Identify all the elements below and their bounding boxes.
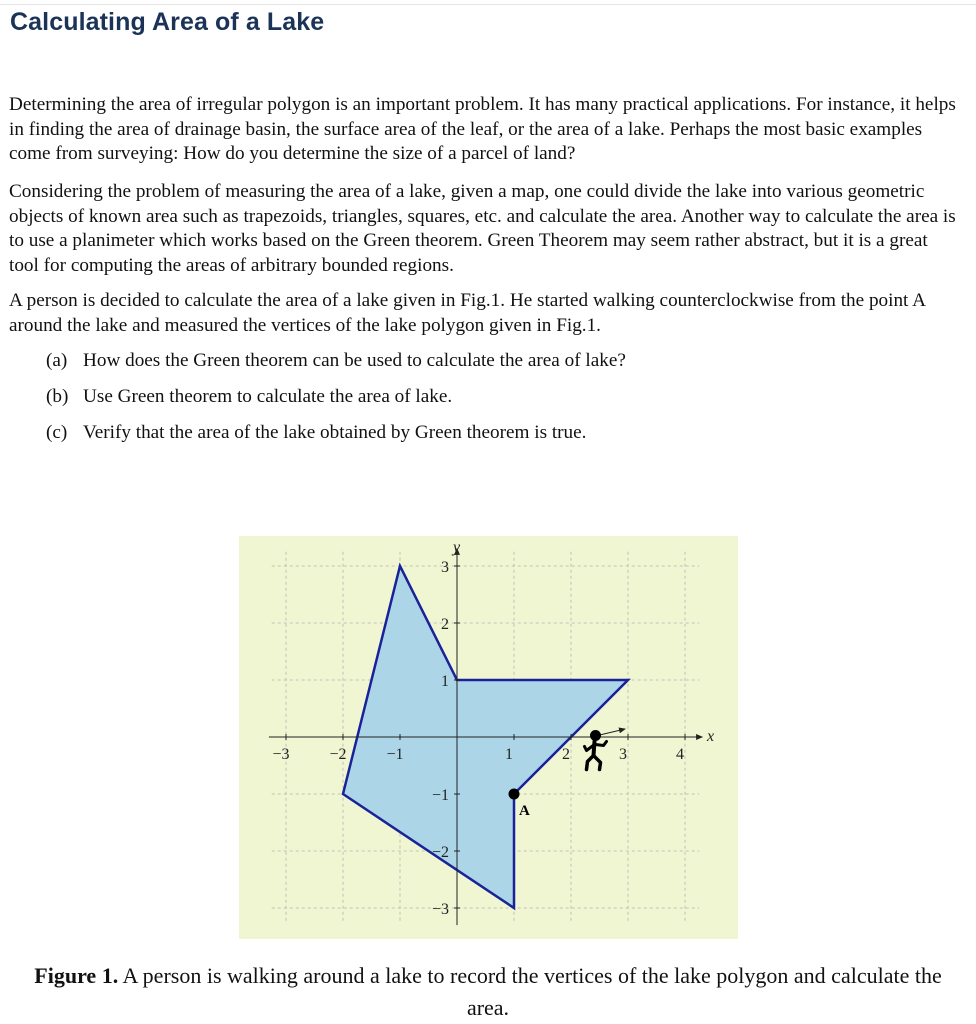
y-axis-label: y xyxy=(453,539,461,556)
x-tick-label: −2 xyxy=(329,746,347,763)
lake-figure xyxy=(239,536,738,939)
paragraph-methods: Considering the problem of measuring the area of a lake, given a map, one could divide the lake into various geometric objects of known area such as trapezoids, triangles, squares, etc. and calculate the area. Another way to calculate the area is to use a planimeter which works based on the Green theorem. Green Theorem may seem rather abstract, but it is a great tool for computing the areas of arbitrary bounded regions. xyxy=(9,181,956,276)
question-c-label: (c) xyxy=(46,422,68,443)
y-tick-label: 2 xyxy=(441,616,449,633)
question-c xyxy=(46,421,586,445)
figure-caption xyxy=(30,960,946,1024)
y-tick-label: −2 xyxy=(431,844,449,861)
top-rule xyxy=(0,4,976,5)
x-tick-label: −3 xyxy=(272,746,290,763)
question-a-label: (a) xyxy=(46,350,68,371)
y-tick-label: −3 xyxy=(431,901,449,918)
x-tick-label: 1 xyxy=(505,746,513,763)
x-tick-label: 3 xyxy=(619,746,627,763)
question-b-text: Use Green theorem to calculate the area of lake. xyxy=(83,386,453,407)
question-a-text: How does the Green theorem can be used to calculate the area of lake? xyxy=(83,350,626,371)
question-a xyxy=(46,349,626,373)
page-title: Calculating Area of a Lake xyxy=(10,8,325,36)
x-tick-label: 2 xyxy=(562,746,570,763)
figure-caption-label: Figure 1. xyxy=(34,963,119,988)
paragraph-problem: A person is decided to calculate the area of a lake given in Fig.1. He started walking counterclockwise from the point A around the lake and measured the vertices of the lake polygon given in Fig.1. xyxy=(9,290,925,336)
y-tick-label: −1 xyxy=(431,787,449,804)
x-axis-label: x xyxy=(707,728,715,745)
y-tick-label: 1 xyxy=(441,673,449,690)
start-point-a xyxy=(509,789,520,800)
question-b-label: (b) xyxy=(46,386,69,407)
start-point-label: A xyxy=(519,803,530,819)
figure-caption-text: A person is walking around a lake to record the vertices of the lake polygon and calculate the area. xyxy=(122,963,942,1020)
question-b xyxy=(46,385,452,409)
question-c-text: Verify that the area of the lake obtained by Green theorem is true. xyxy=(83,422,587,443)
x-tick-label: −1 xyxy=(386,746,404,763)
paragraph-intro: Determining the area of irregular polygon is an important problem. It has many practical applications. For instance, it helps in finding the area of drainage basin, the surface area of the leaf, or the area of a lake. Perhaps the most basic examples come from surveying: How do you determine the size of a parcel of land? xyxy=(9,94,956,164)
y-tick-label: 3 xyxy=(441,559,449,576)
x-tick-label: 4 xyxy=(676,746,684,763)
